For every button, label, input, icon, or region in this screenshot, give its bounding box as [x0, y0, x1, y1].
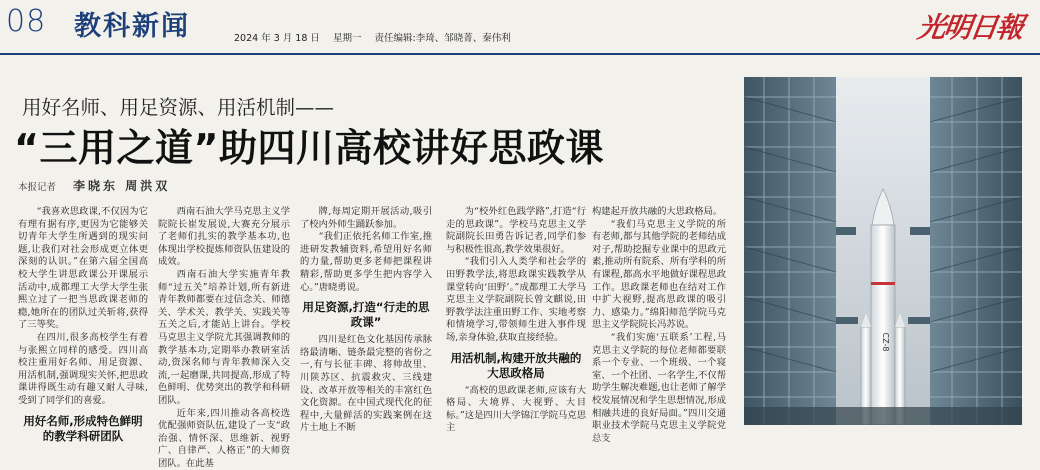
- article-column-4: [446, 206, 586, 435]
- rocket-launch-photo: [744, 77, 1022, 425]
- subheading: 用足资源,打造“行走的思政课”: [300, 300, 432, 330]
- paragraph: 西南石油大学马克思主义学院院长崔发展说,大赛充分展示了老师们扎实的教学基本功,也体现出学校提炼师资队伍建设的成效。: [158, 206, 290, 269]
- article-column-5: [592, 206, 726, 445]
- paragraph: 牌,每周定期开展活动,吸引了校内外师生踊跃参加。: [300, 206, 432, 231]
- paragraph: 为“校外红色践学路”,打造“行走的思政课”。学校马克思主义学院副院长田勇告诉记者,同学们参与积极性很高,教学效果很好。: [446, 206, 586, 256]
- paragraph: “我们引入人类学和社会学的田野教学法,将思政课实践教学从课堂转向‘田野’。”成都理工大学马克思主义学院副院长曾文麒说,田野教学法注重田野工作、实地考察和情境学习,带领师生进入事件现场,亲身体验,获取直接经验。: [446, 256, 586, 344]
- paragraph: “高校的思政课老师,应该有大格局、大境界、大视野、大目标。”这是四川大学锦江学院马克思主: [446, 385, 586, 435]
- masthead-rule: [0, 53, 1040, 55]
- rocket-photo-graphic: [744, 77, 1022, 425]
- newspaper-logo: 光明日報: [915, 6, 1025, 46]
- article-column-2: [158, 206, 290, 470]
- paragraph: “我们实施‘五联系’工程,马克思主义学院的每位老师都要联系一个专业、一个班级、一个寝室、一个社团、一名学生,不仅帮助学生解决难题,也让老师了解学校发展情况和学生思想情况,形成相融共进的良好局面。”四川交通职业技术学院马克思主义学院党总支: [592, 332, 726, 445]
- editors-credit: 责任编辑:李琦、邹晓菁、秦伟利: [375, 33, 511, 44]
- paragraph: 在四川,很多高校学生有着与张熙立同样的感受。四川高校注重用好名师、用足资源、用活机制,强调现实关怀,把思政课讲得既生动有趣又耐人寻味,受到了同学们的喜爱。: [18, 332, 148, 408]
- byline-prefix: 本报记者: [18, 182, 56, 193]
- article-column-3: [300, 206, 432, 435]
- subheading: 用好名师,形成特色鲜明的教学科研团队: [18, 414, 148, 444]
- paragraph: 西南石油大学实施青年教师“过五关”培养计划,所有新进青年教师都要在过信念关、师德关、学术关、教学关、实践关等五关之后,才能站上讲台。学校马克思主义学院尤其强调教师的教学基本功,定期举办教研室活动,资深名师与青年教师深入交流,一起磨课,共同提高,形成了特色鲜明、优势突出的教学和科研团队。: [158, 269, 290, 408]
- article-column-1: [18, 206, 148, 448]
- rocket-label: CZ-8: [881, 333, 890, 352]
- paragraph: 四川是红色文化基因传承脉络最清晰、链条最完整的省份之一,有与长征丰碑、将帅故里、川陕苏区、抗震救灾、三线建设、改革开放等相关的丰富红色文化资源。在中国式现代化的征程中,大量鲜活的实践案例在这片土地上不断: [300, 334, 432, 435]
- issue-weekday: 星期一: [333, 33, 362, 44]
- paragraph: “我们马克思主义学院的所有老师,都与其他学院的老师结成对子,帮助挖掘专业课中的思政元素,推动所有院系、所有学科的所有课程,都高水平地做好课程思政工作。思政课老师也在结对工作中扩大视野,提高思政课的吸引力、感染力。”绵阳师范学院马克思主义学院院长冯苏说。: [592, 219, 726, 332]
- issue-date: 2024 年 3 月 18 日: [234, 33, 320, 44]
- paragraph: 近年来,四川推动各高校选优配强师资队伍,建设了一支“政治强、情怀深、思维新、视野广、自律严、人格正”的大师资团队。在此基: [158, 408, 290, 470]
- byline-names: 李晓东 周洪双: [73, 179, 170, 193]
- paragraph: “我喜欢思政课,不仅因为它有理有据有序,更因为它能够关切青年大学生所遇到的现实问题,让我们对社会形成更立体更深刻的认识。”在第六届全国高校大学生讲思政课公开课展示活动中,成都理工大学大学生张熙立过了一把当思政课老师的瘾,她所在的团队过关斩将,获得了三等奖。: [18, 206, 148, 332]
- section-title: 教科新闻: [74, 4, 190, 43]
- paragraph: “我们正依托名师工作室,推进研发教辅资料,希望用好名师的力量,帮助更多老师把课程讲精彩,帮助更多学生把内容学入心。”唐晓勇说。: [300, 231, 432, 294]
- byline: [18, 177, 170, 194]
- article-headline: “三用之道”助四川高校讲好思政课: [14, 117, 604, 172]
- paragraph: 构建起开放共融的大思政格局。: [592, 206, 726, 219]
- article-kicker: 用好名师、用足资源、用活机制——: [22, 92, 334, 120]
- subheading: 用活机制,构建开放共融的大思政格局: [446, 351, 586, 381]
- page-number: 08: [6, 4, 46, 39]
- dateline: [234, 30, 521, 44]
